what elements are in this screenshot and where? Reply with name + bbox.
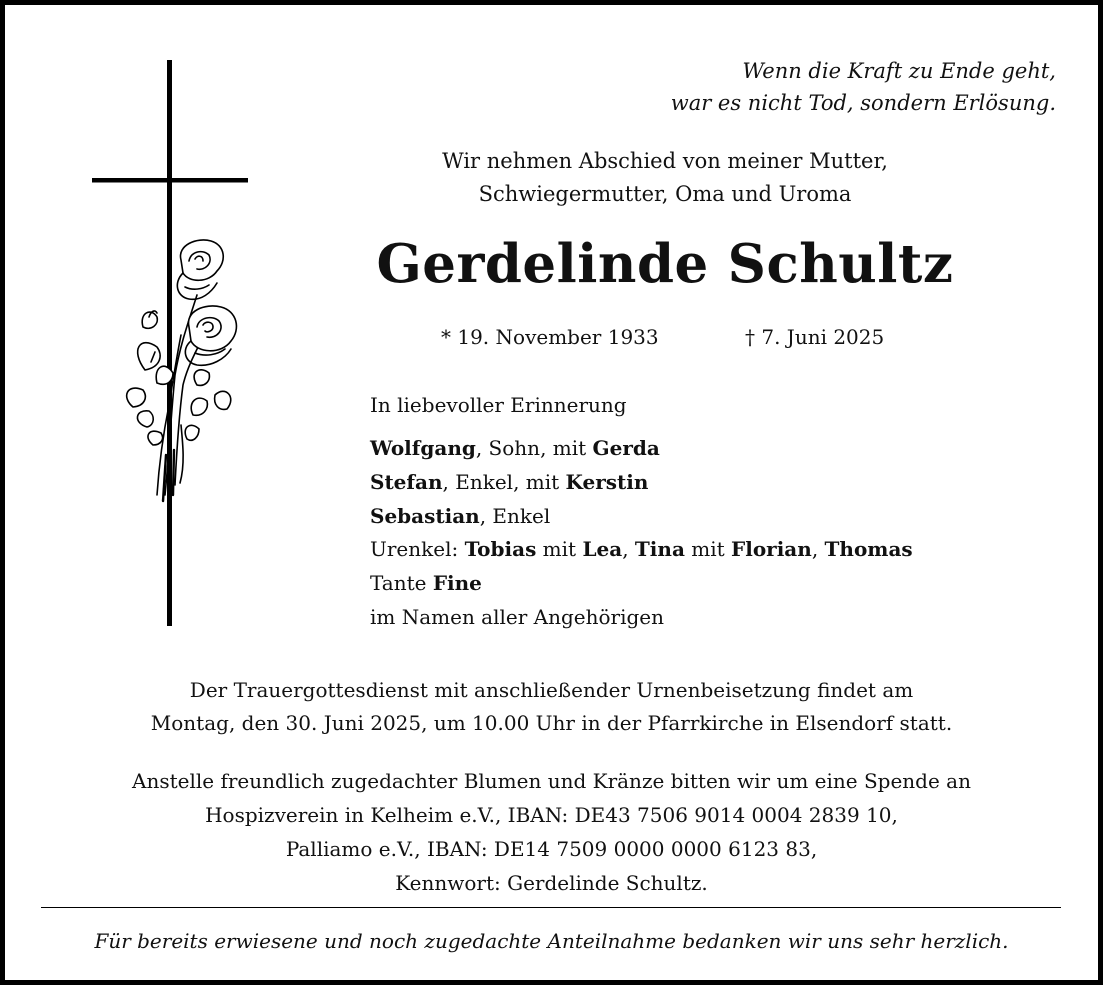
intro-line-1: Wir nehmen Abschied von meiner Mutter, — [442, 149, 888, 173]
separator: , — [811, 537, 825, 562]
donation-line-4: Kennwort: Gerdelinde Schultz. — [395, 871, 708, 895]
donation-request — [5, 764, 1098, 900]
service-line-2: Montag, den 30. Juni 2025, um 10.00 Uhr in der Pfarrkirche in Elsendorf statt. — [150, 711, 953, 735]
mourner-line-aunt — [370, 567, 913, 601]
mourner-name: Stefan — [370, 469, 443, 494]
separator: mit — [536, 537, 583, 562]
mourner-relation: , Sohn, mit — [475, 436, 593, 460]
motto-line-1: Wenn die Kraft zu Ende geht, — [742, 59, 1056, 83]
donation-line-3: Palliamo e.V., IBAN: DE14 7509 0000 0000 6123 83, — [285, 837, 818, 861]
mourner-name: Fine — [432, 571, 482, 596]
mourner-name: Florian — [731, 537, 812, 562]
birth-date: * 19. November 1933 — [441, 325, 659, 349]
divider-line — [41, 907, 1061, 908]
separator: mit — [684, 537, 732, 562]
service-line-1: Der Trauergottesdienst mit anschließender Urnenbeisetzung findet am — [189, 678, 914, 702]
mourner-name: Thomas — [824, 537, 913, 562]
mourner-partner: Gerda — [592, 436, 660, 460]
thanks-line: Für bereits erwiesene und noch zugedachte Anteilnahme bedanken wir uns sehr herzlich. — [94, 929, 1009, 953]
mourner-relation: , Enkel — [479, 503, 551, 528]
mourner-prefix: Urenkel: — [370, 537, 465, 562]
deceased-name: Gerdelinde Schultz — [376, 233, 954, 295]
mourner-name: Tina — [634, 537, 685, 562]
donation-line-2: Hospizverein in Kelheim e.V., IBAN: DE43 7506 9014 0004 2839 10, — [205, 803, 898, 827]
memory-heading: In liebevoller Erinnerung — [370, 393, 627, 417]
mourner-name: Tobias — [464, 537, 537, 562]
mourner-name: Lea — [582, 537, 623, 562]
mourners-list — [370, 432, 913, 635]
cross-with-roses — [85, 55, 255, 627]
mourner-line-relatives: im Namen aller Angehörigen — [370, 604, 665, 629]
mourner-line-grandson-2 — [370, 500, 913, 534]
mourner-line-son — [370, 432, 913, 466]
mourner-prefix: Tante — [370, 571, 433, 596]
mourner-relation: , Enkel, mit — [442, 469, 566, 494]
mourner-partner: Kerstin — [565, 469, 649, 494]
death-date: † 7. Juni 2025 — [745, 325, 885, 349]
mourner-name: Wolfgang — [370, 436, 476, 460]
funeral-service-info — [5, 674, 1098, 740]
intro-line-2: Schwiegermutter, Oma und Uroma — [478, 182, 852, 206]
motto-quote — [671, 55, 1056, 119]
donation-line-1: Anstelle freundlich zugedachter Blumen und Kränze bitten wir um eine Spende an — [132, 769, 971, 793]
motto-line-2: war es nicht Tod, sondern Erlösung. — [670, 91, 1056, 115]
separator: , — [622, 537, 635, 562]
mourner-line-great-grandchildren — [370, 533, 913, 567]
mourner-name: Sebastian — [370, 503, 480, 528]
roses-icon — [127, 240, 237, 501]
intro-text — [365, 145, 965, 211]
mourner-line-grandson-1 — [370, 466, 913, 500]
